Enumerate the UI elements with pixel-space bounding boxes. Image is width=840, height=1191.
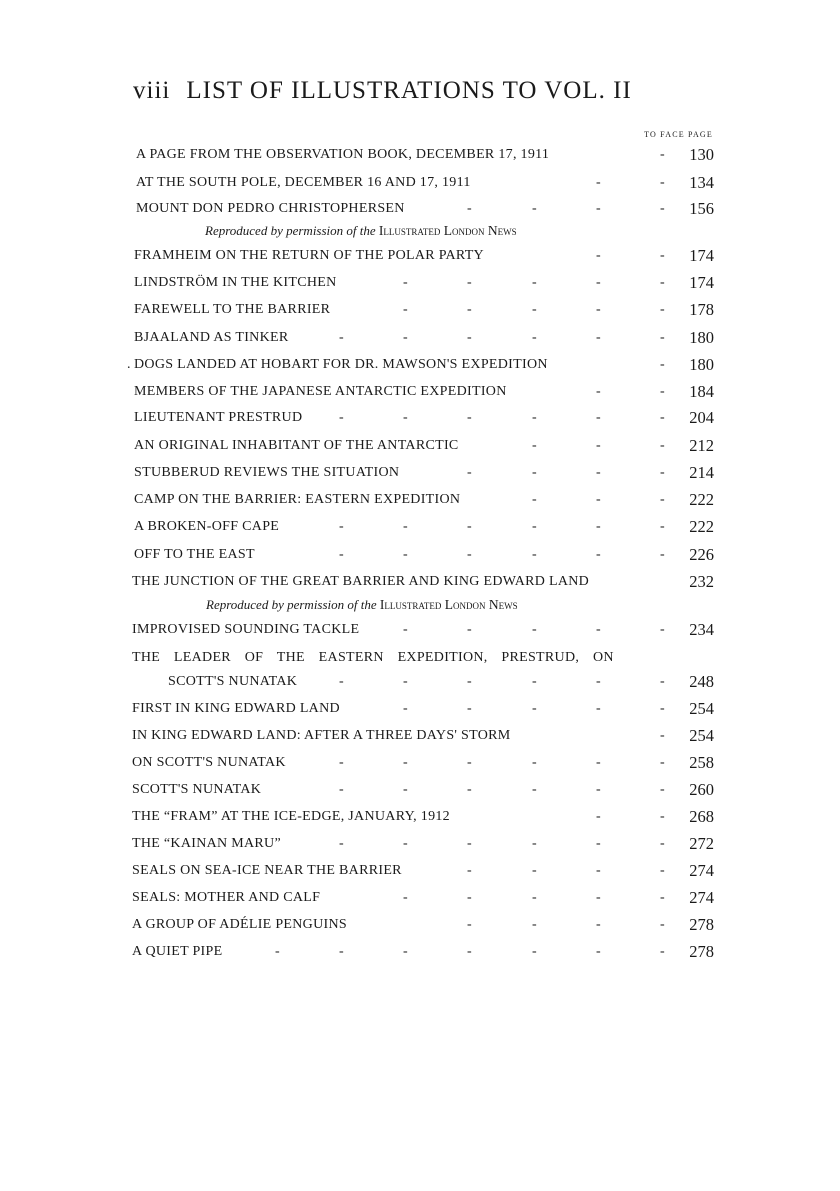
dot-leader: - bbox=[660, 384, 665, 399]
dot-leader: - bbox=[660, 357, 665, 372]
dot-leader: - bbox=[467, 836, 472, 851]
dot-leader: - bbox=[660, 147, 665, 162]
dot-leader: - bbox=[532, 836, 537, 851]
dot-leader: - bbox=[339, 330, 344, 345]
dot-leader: - bbox=[660, 944, 665, 959]
page-number: 130 bbox=[689, 145, 714, 164]
illustration-title: SCOTT'S NUNATAK bbox=[168, 674, 298, 689]
dot-leader: - bbox=[532, 547, 537, 562]
dot-leader: - bbox=[660, 275, 665, 290]
dot-leader: - bbox=[660, 201, 665, 216]
dot-leader: - bbox=[532, 275, 537, 290]
dot-leader: - bbox=[596, 622, 601, 637]
dot-leader: - bbox=[660, 674, 665, 689]
dot-leader: - bbox=[467, 275, 472, 290]
dot-leader: - bbox=[660, 248, 665, 263]
page-number: 254 bbox=[689, 726, 714, 745]
page-number: 232 bbox=[689, 572, 714, 591]
dot-leader: - bbox=[467, 755, 472, 770]
page-number: 278 bbox=[689, 915, 714, 934]
illustration-title: MEMBERS OF THE JAPANESE ANTARCTIC EXPEDITION bbox=[134, 384, 507, 399]
dot-leader: - bbox=[275, 944, 280, 959]
dot-leader: - bbox=[660, 701, 665, 716]
page-number: 268 bbox=[689, 807, 714, 826]
dot-leader: - bbox=[596, 836, 601, 851]
page-number: 272 bbox=[689, 834, 714, 853]
dot-leader: - bbox=[596, 201, 601, 216]
dot-leader: - bbox=[532, 782, 537, 797]
dot-leader: - bbox=[596, 175, 601, 190]
illustration-title: FRAMHEIM ON THE RETURN OF THE POLAR PARTY bbox=[134, 248, 484, 263]
page-number: 258 bbox=[689, 753, 714, 772]
dot-leader: - bbox=[596, 755, 601, 770]
dot-leader: - bbox=[403, 755, 408, 770]
dot-leader: - bbox=[596, 465, 601, 480]
illustration-title: THE LEADER OF THE EASTERN EXPEDITION, PRESTRUD, ON bbox=[132, 650, 614, 665]
page-number: 222 bbox=[689, 490, 714, 509]
dot-leader: - bbox=[467, 917, 472, 932]
dot-leader: - bbox=[339, 674, 344, 689]
illustration-title: A QUIET PIPE bbox=[132, 944, 223, 959]
dot-leader: - bbox=[532, 438, 537, 453]
illustration-title: FIRST IN KING EDWARD LAND bbox=[132, 701, 340, 716]
credit-text: Reproduced by permission of the bbox=[205, 223, 376, 238]
page-number: 278 bbox=[689, 942, 714, 961]
illustration-title: FAREWELL TO THE BARRIER bbox=[134, 302, 331, 317]
illustration-title: SEALS: MOTHER AND CALF bbox=[132, 890, 321, 905]
dot-leader: - bbox=[596, 330, 601, 345]
dot-leader: - bbox=[467, 782, 472, 797]
illustration-title: THE JUNCTION OF THE GREAT BARRIER AND KING EDWARD LAND bbox=[132, 574, 590, 589]
page-number: 214 bbox=[689, 463, 714, 482]
dot-leader: - bbox=[467, 547, 472, 562]
page-number: 260 bbox=[689, 780, 714, 799]
illustration-title: OFF TO THE EAST bbox=[134, 547, 255, 562]
dot-leader: - bbox=[596, 410, 601, 425]
dot-leader: - bbox=[532, 622, 537, 637]
page-number: 178 bbox=[689, 300, 714, 319]
dot-leader: - bbox=[596, 701, 601, 716]
dot-leader: - bbox=[403, 547, 408, 562]
illustration-title: SEALS ON SEA-ICE NEAR THE BARRIER bbox=[132, 863, 402, 878]
dot-leader: - bbox=[660, 863, 665, 878]
dot-leader: - bbox=[532, 917, 537, 932]
credit-line bbox=[206, 597, 518, 613]
dot-leader: - bbox=[403, 782, 408, 797]
page-numeral: viii bbox=[133, 77, 171, 104]
dot-leader: - bbox=[403, 519, 408, 534]
dot-leader: - bbox=[467, 519, 472, 534]
page-number: 226 bbox=[689, 545, 714, 564]
dot-leader: - bbox=[532, 201, 537, 216]
page-number: 180 bbox=[689, 328, 714, 347]
dot-leader: - bbox=[403, 330, 408, 345]
credit-source: Illustrated London News bbox=[378, 223, 517, 238]
dot-leader: - bbox=[660, 465, 665, 480]
dot-leader: - bbox=[403, 275, 408, 290]
page-number: 174 bbox=[689, 273, 714, 292]
dot-leader: - bbox=[403, 836, 408, 851]
dot-leader: - bbox=[532, 890, 537, 905]
dot-leader: - bbox=[403, 302, 408, 317]
dot-leader: - bbox=[660, 755, 665, 770]
dot-leader: - bbox=[403, 944, 408, 959]
dot-leader: - bbox=[660, 622, 665, 637]
illustration-title: A BROKEN-OFF CAPE bbox=[134, 519, 280, 534]
dot-leader: - bbox=[596, 674, 601, 689]
page-title: LIST OF ILLUSTRATIONS TO VOL. II bbox=[186, 77, 632, 104]
dot-leader: - bbox=[403, 674, 408, 689]
dot-leader: - bbox=[339, 410, 344, 425]
dot-leader: - bbox=[660, 809, 665, 824]
illustration-title: LIEUTENANT PRESTRUD bbox=[134, 410, 303, 425]
dot-leader: - bbox=[660, 890, 665, 905]
illustration-title: STUBBERUD REVIEWS THE SITUATION bbox=[134, 465, 400, 480]
illustration-title: DOGS LANDED AT HOBART FOR DR. MAWSON'S EXPEDITION bbox=[134, 357, 548, 372]
dot-leader: - bbox=[596, 519, 601, 534]
page-number: 174 bbox=[689, 246, 714, 265]
dot-leader: - bbox=[532, 863, 537, 878]
dot-leader: - bbox=[596, 863, 601, 878]
page-number: 184 bbox=[689, 382, 714, 401]
page-number: 274 bbox=[689, 861, 714, 880]
dot-leader: - bbox=[403, 410, 408, 425]
credit-text: Reproduced by permission of the bbox=[206, 597, 377, 612]
dot-leader: - bbox=[660, 492, 665, 507]
illustration-title: A GROUP OF ADÉLIE PENGUINS bbox=[132, 917, 347, 932]
page-number: 180 bbox=[689, 355, 714, 374]
illustration-title: IMPROVISED SOUNDING TACKLE bbox=[132, 622, 360, 637]
dot-leader: - bbox=[339, 782, 344, 797]
dot-leader: - bbox=[532, 492, 537, 507]
dot-leader: - bbox=[403, 622, 408, 637]
page-number: 222 bbox=[689, 517, 714, 536]
dot-leader: - bbox=[532, 330, 537, 345]
dot-leader: - bbox=[467, 302, 472, 317]
page-number: 248 bbox=[689, 672, 714, 691]
page-number: 234 bbox=[689, 620, 714, 639]
illustration-title: LINDSTRÖM IN THE KITCHEN bbox=[134, 275, 337, 290]
dot-leader: - bbox=[532, 302, 537, 317]
dot-leader: - bbox=[596, 492, 601, 507]
page-number: 212 bbox=[689, 436, 714, 455]
dot-leader: - bbox=[339, 547, 344, 562]
illustration-title: MOUNT DON PEDRO CHRISTOPHERSEN bbox=[136, 201, 405, 216]
dot-leader: - bbox=[596, 384, 601, 399]
illustration-title: A PAGE FROM THE OBSERVATION BOOK, DECEMBER 17, 1911 bbox=[136, 147, 550, 162]
dot-leader: - bbox=[532, 410, 537, 425]
dot-leader: - bbox=[660, 302, 665, 317]
dot-leader: - bbox=[403, 890, 408, 905]
illustration-title: BJAALAND AS TINKER bbox=[134, 330, 289, 345]
dot-leader: - bbox=[660, 519, 665, 534]
dot-leader: - bbox=[660, 330, 665, 345]
illustration-title: AT THE SOUTH POLE, DECEMBER 16 AND 17, 1911 bbox=[136, 175, 471, 190]
page-number: 274 bbox=[689, 888, 714, 907]
dot-leader: - bbox=[660, 547, 665, 562]
dot-leader: - bbox=[467, 674, 472, 689]
illustration-title: CAMP ON THE BARRIER: EASTERN EXPEDITION bbox=[134, 492, 461, 507]
dot-leader: - bbox=[467, 890, 472, 905]
dot-leader: - bbox=[596, 547, 601, 562]
dot-leader: - bbox=[467, 944, 472, 959]
stray-mark: . bbox=[127, 357, 131, 372]
credit-line bbox=[205, 223, 517, 239]
dot-leader: - bbox=[467, 330, 472, 345]
dot-leader: - bbox=[339, 836, 344, 851]
dot-leader: - bbox=[467, 701, 472, 716]
dot-leader: - bbox=[467, 863, 472, 878]
dot-leader: - bbox=[660, 175, 665, 190]
dot-leader: - bbox=[660, 917, 665, 932]
dot-leader: - bbox=[596, 782, 601, 797]
dot-leader: - bbox=[660, 836, 665, 851]
dot-leader: - bbox=[660, 782, 665, 797]
illustration-title: SCOTT'S NUNATAK bbox=[132, 782, 262, 797]
dot-leader: - bbox=[596, 809, 601, 824]
dot-leader: - bbox=[596, 917, 601, 932]
illustration-title: IN KING EDWARD LAND: AFTER A THREE DAYS' STORM bbox=[132, 728, 511, 743]
dot-leader: - bbox=[339, 944, 344, 959]
page-number: 204 bbox=[689, 408, 714, 427]
page-number: 134 bbox=[689, 173, 714, 192]
dot-leader: - bbox=[339, 755, 344, 770]
dot-leader: - bbox=[532, 944, 537, 959]
dot-leader: - bbox=[532, 519, 537, 534]
dot-leader: - bbox=[660, 438, 665, 453]
dot-leader: - bbox=[532, 674, 537, 689]
credit-source: Illustrated London News bbox=[379, 597, 518, 612]
illustration-title: ON SCOTT'S NUNATAK bbox=[132, 755, 286, 770]
illustration-title: THE “KAINAN MARU” bbox=[132, 836, 281, 851]
dot-leader: - bbox=[532, 701, 537, 716]
dot-leader: - bbox=[596, 944, 601, 959]
dot-leader: - bbox=[596, 248, 601, 263]
dot-leader: - bbox=[532, 465, 537, 480]
dot-leader: - bbox=[339, 519, 344, 534]
dot-leader: - bbox=[467, 622, 472, 637]
dot-leader: - bbox=[660, 410, 665, 425]
dot-leader: - bbox=[532, 755, 537, 770]
dot-leader: - bbox=[660, 728, 665, 743]
dot-leader: - bbox=[596, 438, 601, 453]
dot-leader: - bbox=[596, 890, 601, 905]
column-heading: TO FACE PAGE bbox=[644, 130, 713, 139]
dot-leader: - bbox=[403, 701, 408, 716]
dot-leader: - bbox=[467, 410, 472, 425]
illustration-title: THE “FRAM” AT THE ICE-EDGE, JANUARY, 1912 bbox=[132, 809, 450, 824]
dot-leader: - bbox=[467, 201, 472, 216]
dot-leader: - bbox=[596, 302, 601, 317]
page-number: 156 bbox=[689, 199, 714, 218]
dot-leader: - bbox=[596, 275, 601, 290]
illustration-title: AN ORIGINAL INHABITANT OF THE ANTARCTIC bbox=[134, 438, 459, 453]
page-number: 254 bbox=[689, 699, 714, 718]
dot-leader: - bbox=[467, 465, 472, 480]
